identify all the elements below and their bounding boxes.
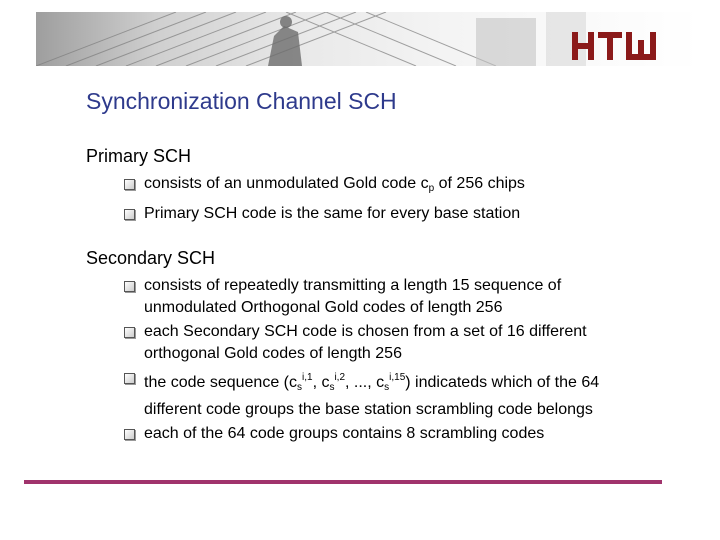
footer-divider xyxy=(24,480,662,484)
secondary-sch-bullet-list xyxy=(124,275,654,448)
bullet-text: consists of repeatedly transmitting a length 15 sequence of unmodulated Orthogonal Gold codes of length 256 xyxy=(144,277,562,316)
htw-logo xyxy=(572,26,658,62)
bullet-text: Primary SCH code is the same for every base station xyxy=(144,204,521,222)
section-heading-secondary-sch: Secondary SCH xyxy=(86,248,216,268)
bullet-text: , c xyxy=(312,374,330,391)
subscript-s: s xyxy=(384,382,390,393)
list-item xyxy=(124,275,654,318)
bullet-text: each of the 64 code groups contains 8 scrambling codes xyxy=(144,425,545,442)
slide-title: Synchronization Channel SCH xyxy=(86,88,397,114)
bullet-text: , ..., c xyxy=(345,374,385,391)
subscript-p: p xyxy=(428,183,435,194)
list-item xyxy=(124,367,654,420)
section-heading-primary-sch: Primary SCH xyxy=(86,146,192,166)
list-item xyxy=(124,321,654,364)
square-bullet-icon xyxy=(124,373,135,384)
superscript-index: i,1 xyxy=(302,372,313,383)
bullet-text: each Secondary SCH code is chosen from a set of 16 different orthogonal Gold codes of length 256 xyxy=(144,323,587,362)
bullet-text: of 256 chips xyxy=(434,175,525,192)
square-bullet-icon xyxy=(124,179,135,190)
subscript-s: s xyxy=(329,382,335,393)
superscript-index: i,2 xyxy=(334,372,346,383)
bullet-text: consists of an unmodulated Gold code c xyxy=(144,175,429,192)
square-bullet-icon xyxy=(124,327,135,338)
list-item xyxy=(124,173,654,200)
subscript-s: s xyxy=(297,382,302,393)
list-item xyxy=(124,203,654,225)
list-item xyxy=(124,423,654,445)
superscript-index: i,15 xyxy=(389,372,406,383)
square-bullet-icon xyxy=(124,209,135,220)
bullet-text: ) indicateds which of the 64 different code groups the base station scrambling code belongs xyxy=(144,374,600,418)
square-bullet-icon xyxy=(124,281,135,292)
square-bullet-icon xyxy=(124,429,135,440)
bullet-text: the code sequence (c xyxy=(144,374,297,391)
primary-sch-bullet-list xyxy=(124,173,654,227)
